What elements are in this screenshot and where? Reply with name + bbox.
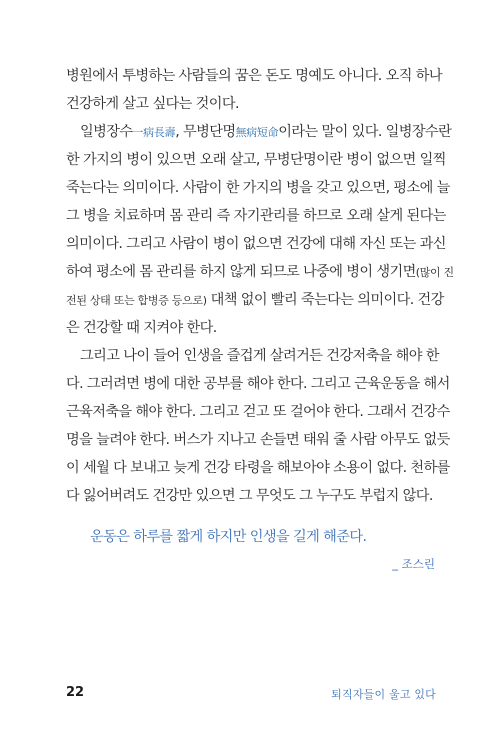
text-line	[66, 286, 444, 314]
text-line: 이 세월 다 보내고 늦게 건강 타령을 해보아야 소용이 없다. 천하를	[66, 460, 450, 476]
page-number: 22	[66, 685, 85, 700]
text-line: 그리고 나이 들어 인생을 즐겁게 살려거든 건강저축을 해야 한	[80, 348, 439, 364]
text-run: 대책 없이 빨리 죽는다는 의미이다. 건강	[206, 292, 444, 308]
quote-author: _ 조스린	[392, 557, 435, 571]
text-line: 다 잃어버려도 건강만 있으면 그 무엇도 그 누구도 부럽지 않다.	[66, 488, 433, 504]
hanja-annotation: 無病短命	[235, 126, 279, 139]
parenthetical-note: (많이 진	[415, 266, 454, 279]
hanja-annotation: 一病長壽	[132, 126, 176, 139]
text-line: 건강하게 살고 싶다는 것이다.	[66, 96, 239, 112]
text-run: 하여 평소에 몸 관리를 하지 않게 되므로 나중에 병이 생기면	[66, 264, 416, 280]
text-line: 죽는다는 의미이다. 사람이 한 가지의 병을 갖고 있으면, 평소에 늘	[66, 180, 450, 196]
text-line	[66, 258, 454, 286]
running-title: 퇴직자들이 울고 있다	[331, 688, 436, 701]
text-line: 은 건강할 때 지켜야 한다.	[66, 320, 217, 336]
quote-text: 운동은 하루를 짧게 하지만 인생을 길게 해준다.	[90, 529, 367, 545]
text-run: , 무병단명	[175, 124, 236, 140]
text-run: 이라는 말이 있다. 일병장수란	[278, 124, 452, 140]
text-run: 일병장수	[80, 124, 133, 140]
text-line: 근육저축을 해야 한다. 그리고 걷고 또 걸어야 한다. 그래서 건강수	[66, 404, 450, 420]
text-line: 한 가지의 병이 있으면 오래 살고, 무병단명이란 병이 없으면 일찍	[66, 152, 446, 168]
text-line: 명을 늘려야 한다. 버스가 지나고 손들면 태워 줄 사람 아무도 없듯	[66, 432, 450, 448]
text-line: 다. 그러려면 병에 대한 공부를 해야 한다. 그리고 근육운동을 해서	[66, 376, 450, 392]
text-line: 병원에서 투병하는 사람들의 꿈은 돈도 명예도 아니다. 오직 하나	[66, 68, 442, 84]
text-line: 의미이다. 그리고 사람이 병이 없으면 건강에 대해 자신 또는 과신	[66, 236, 446, 252]
text-line: 그 병을 치료하며 몸 관리 즉 자기관리를 하므로 오래 살게 된다는	[66, 208, 446, 224]
text-line	[66, 118, 452, 146]
parenthetical-note: 전된 상태 또는 합병증 등으로)	[66, 294, 207, 307]
body-text	[66, 62, 454, 510]
